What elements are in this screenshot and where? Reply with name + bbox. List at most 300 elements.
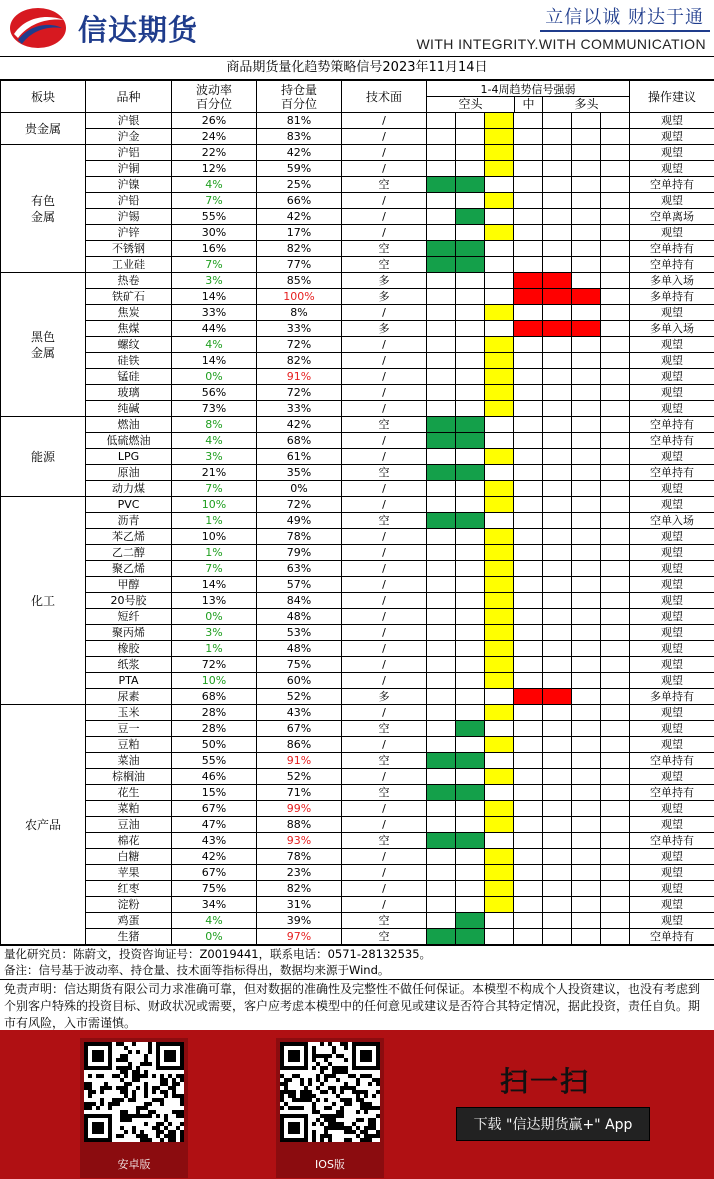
signal-cell-1 [456,897,485,913]
download-app-button[interactable]: 下载 "信达期货赢+" App [456,1107,650,1141]
signal-cell-5 [572,161,601,177]
signal-cell-3 [514,385,543,401]
signal-cell-1 [456,241,485,257]
header-variety: 品种 [86,81,172,113]
technical-cell: / [342,225,427,241]
signal-cell-5 [572,769,601,785]
signal-cell-2 [485,897,514,913]
signal-cell-3 [514,465,543,481]
advice-cell: 观望 [630,801,714,817]
table-row [1,801,714,817]
volatility-cell: 67% [172,865,257,881]
signal-cell-3 [514,881,543,897]
signal-cell-5 [572,369,601,385]
signal-cell-5 [572,881,601,897]
signal-cell-2 [485,417,514,433]
variety-cell: 鸡蛋 [86,913,172,929]
signal-cell-5 [572,545,601,561]
brand-name: 信达期货 [78,13,199,47]
variety-cell: 花生 [86,785,172,801]
volatility-cell: 67% [172,801,257,817]
signal-table [0,80,714,945]
signal-cell-3 [514,225,543,241]
volatility-cell: 44% [172,321,257,337]
table-row [1,161,714,177]
ios-qr-card[interactable] [276,1038,384,1178]
signal-cell-0 [427,417,456,433]
volatility-cell: 1% [172,545,257,561]
slogan-divider [540,30,710,32]
technical-cell: / [342,817,427,833]
technical-cell: 多 [342,289,427,305]
signal-cell-6 [601,481,630,497]
signal-cell-2 [485,721,514,737]
signal-cell-3 [514,529,543,545]
signal-cell-2 [485,449,514,465]
signal-cell-4 [543,913,572,929]
signal-cell-3 [514,113,543,129]
table-row [1,401,714,417]
technical-cell: / [342,529,427,545]
signal-cell-2 [485,641,514,657]
technical-cell: 空 [342,929,427,945]
table-row [1,417,714,433]
table-row [1,913,714,929]
table-row [1,353,714,369]
signal-cell-6 [601,497,630,513]
volatility-cell: 47% [172,817,257,833]
signal-cell-2 [485,833,514,849]
volatility-cell: 68% [172,689,257,705]
signal-cell-3 [514,801,543,817]
signal-cell-5 [572,481,601,497]
signal-cell-0 [427,433,456,449]
variety-cell: 燃油 [86,417,172,433]
advice-cell: 观望 [630,721,714,737]
advice-cell: 空单持有 [630,929,714,945]
open-interest-cell: 25% [257,177,342,193]
open-interest-cell: 86% [257,737,342,753]
signal-cell-2 [485,161,514,177]
open-interest-cell: 68% [257,433,342,449]
variety-cell: 铁矿石 [86,289,172,305]
signal-cell-5 [572,625,601,641]
variety-cell: 沪铜 [86,161,172,177]
volatility-cell: 1% [172,513,257,529]
cinda-logo-icon [8,6,68,50]
table-row [1,593,714,609]
technical-cell: / [342,337,427,353]
signal-cell-2 [485,385,514,401]
technical-cell: / [342,369,427,385]
signal-cell-3 [514,577,543,593]
open-interest-cell: 53% [257,625,342,641]
signal-cell-1 [456,561,485,577]
signal-cell-1 [456,753,485,769]
signal-cell-2 [485,673,514,689]
signal-cell-2 [485,657,514,673]
signal-cell-6 [601,561,630,577]
open-interest-cell: 31% [257,897,342,913]
table-row [1,385,714,401]
signal-cell-4 [543,577,572,593]
signal-cell-1 [456,769,485,785]
signal-cell-5 [572,241,601,257]
signal-cell-3 [514,433,543,449]
variety-cell: 沥青 [86,513,172,529]
signal-cell-6 [601,465,630,481]
variety-cell: 豆油 [86,817,172,833]
technical-cell: / [342,593,427,609]
signal-cell-6 [601,145,630,161]
volatility-cell: 14% [172,353,257,369]
signal-cell-3 [514,545,543,561]
open-interest-cell: 72% [257,337,342,353]
technical-cell: / [342,353,427,369]
sector-cell: 有色 金属 [1,145,86,273]
table-row [1,833,714,849]
open-interest-cell: 75% [257,657,342,673]
signal-cell-4 [543,449,572,465]
table-row [1,737,714,753]
variety-cell: 沪银 [86,113,172,129]
open-interest-cell: 35% [257,465,342,481]
signal-cell-3 [514,769,543,785]
advice-cell: 观望 [630,897,714,913]
signal-cell-5 [572,305,601,321]
volatility-cell: 10% [172,497,257,513]
open-interest-cell: 66% [257,193,342,209]
signal-cell-6 [601,849,630,865]
table-row [1,433,714,449]
volatility-cell: 42% [172,849,257,865]
technical-cell: 空 [342,465,427,481]
table-row [1,113,714,129]
signal-cell-4 [543,337,572,353]
advice-cell: 观望 [630,369,714,385]
advice-cell: 观望 [630,481,714,497]
open-interest-cell: 72% [257,497,342,513]
signal-cell-1 [456,673,485,689]
signal-cell-2 [485,881,514,897]
signal-cell-1 [456,225,485,241]
open-interest-cell: 60% [257,673,342,689]
technical-cell: 多 [342,689,427,705]
open-interest-cell: 17% [257,225,342,241]
signal-cell-0 [427,161,456,177]
table-row [1,705,714,721]
signal-cell-5 [572,721,601,737]
advice-cell: 观望 [630,129,714,145]
signal-cell-0 [427,817,456,833]
volatility-cell: 50% [172,737,257,753]
signal-cell-0 [427,833,456,849]
signal-cell-3 [514,177,543,193]
volatility-cell: 7% [172,561,257,577]
signal-cell-2 [485,913,514,929]
table-row [1,625,714,641]
signal-cell-6 [601,577,630,593]
header-mid: 中 [514,97,543,112]
signal-cell-5 [572,705,601,721]
technical-cell: 空 [342,513,427,529]
volatility-cell: 24% [172,129,257,145]
table-row [1,289,714,305]
technical-cell: 空 [342,257,427,273]
open-interest-cell: 71% [257,785,342,801]
advice-cell: 多单持有 [630,289,714,305]
advice-cell: 观望 [630,609,714,625]
android-qr-card[interactable] [80,1038,188,1178]
signal-cell-4 [543,369,572,385]
signal-cell-4 [543,689,572,705]
signal-cell-1 [456,817,485,833]
signal-cell-1 [456,801,485,817]
signal-cell-0 [427,225,456,241]
signal-cell-3 [514,161,543,177]
technical-cell: / [342,641,427,657]
signal-cell-0 [427,593,456,609]
signal-cell-4 [543,257,572,273]
open-interest-cell: 100% [257,289,342,305]
volatility-cell: 10% [172,529,257,545]
signal-cell-4 [543,657,572,673]
variety-cell: 棉花 [86,833,172,849]
signal-cell-2 [485,737,514,753]
signal-cell-4 [543,241,572,257]
signal-cell-3 [514,721,543,737]
variety-cell: 淀粉 [86,897,172,913]
signal-cell-5 [572,321,601,337]
disclaimer: 免责声明：信达期货有限公司力求准确可靠，但对数据的准确性及完整性不做任何保证。本模型不构成个人投资建议，也没有考虑到个别客户特殊的投资目标、财政状况或需要，客户应考虑本模型中的任何意见或建议是否符合其特定情况，据此投资，责任自负。期市有风险，入市需谨慎。 [0,979,714,1033]
signal-cell-0 [427,481,456,497]
table-row [1,257,714,273]
signal-cell-3 [514,321,543,337]
technical-cell: 多 [342,321,427,337]
advice-cell: 观望 [630,529,714,545]
volatility-cell: 46% [172,769,257,785]
volatility-cell: 43% [172,833,257,849]
variety-cell: 螺纹 [86,337,172,353]
signal-cell-3 [514,673,543,689]
signal-cell-2 [485,593,514,609]
signal-cell-3 [514,929,543,945]
signal-cell-5 [572,689,601,705]
signal-cell-2 [485,401,514,417]
signal-cell-0 [427,625,456,641]
volatility-cell: 3% [172,273,257,289]
signal-cell-0 [427,657,456,673]
signal-cell-4 [543,849,572,865]
technical-cell: 多 [342,273,427,289]
signal-cell-1 [456,417,485,433]
signal-cell-0 [427,913,456,929]
open-interest-cell: 82% [257,881,342,897]
signal-cell-1 [456,273,485,289]
signal-cell-4 [543,865,572,881]
signal-cell-3 [514,513,543,529]
volatility-cell: 28% [172,705,257,721]
signal-cell-3 [514,897,543,913]
signal-cell-2 [485,177,514,193]
signal-cell-5 [572,289,601,305]
researcher-info: 量化研究员：陈蔚文，投资咨询证号：Z0019441，联系电话：0571-28132535。 [4,947,432,961]
volatility-cell: 12% [172,161,257,177]
volatility-cell: 33% [172,305,257,321]
signal-cell-6 [601,209,630,225]
signal-cell-5 [572,785,601,801]
signal-cell-4 [543,769,572,785]
open-interest-cell: 61% [257,449,342,465]
volatility-cell: 73% [172,401,257,417]
variety-cell: 锰硅 [86,369,172,385]
signal-cell-1 [456,529,485,545]
signal-cell-4 [543,113,572,129]
signal-cell-0 [427,321,456,337]
variety-cell: 聚丙烯 [86,625,172,641]
open-interest-cell: 42% [257,417,342,433]
variety-cell: 沪金 [86,129,172,145]
signal-cell-4 [543,225,572,241]
advice-cell: 观望 [630,641,714,657]
signal-cell-0 [427,193,456,209]
technical-cell: / [342,145,427,161]
signal-cell-3 [514,497,543,513]
volatility-cell: 10% [172,673,257,689]
signal-title: 1-4周趋势信号强弱 [427,82,629,97]
signal-cell-4 [543,625,572,641]
table-row [1,897,714,913]
signal-cell-6 [601,913,630,929]
signal-cell-6 [601,401,630,417]
signal-cell-6 [601,673,630,689]
technical-cell: / [342,449,427,465]
signal-cell-6 [601,865,630,881]
variety-cell: 红枣 [86,881,172,897]
volatility-cell: 14% [172,289,257,305]
signal-cell-2 [485,193,514,209]
signal-cell-1 [456,721,485,737]
signal-cell-2 [485,785,514,801]
table-row [1,561,714,577]
table-row [1,817,714,833]
advice-cell: 空单离场 [630,209,714,225]
table-row [1,225,714,241]
signal-cell-4 [543,289,572,305]
table-row [1,849,714,865]
table-row [1,193,714,209]
signal-cell-0 [427,209,456,225]
signal-cell-2 [485,577,514,593]
variety-cell: 豆粕 [86,737,172,753]
signal-cell-5 [572,529,601,545]
volatility-cell: 75% [172,881,257,897]
signal-cell-2 [485,465,514,481]
table-row [1,513,714,529]
volatility-cell: 8% [172,417,257,433]
volatility-cell: 55% [172,209,257,225]
advice-cell: 观望 [630,657,714,673]
signal-cell-1 [456,785,485,801]
signal-cell-2 [485,753,514,769]
signal-cell-3 [514,737,543,753]
variety-cell: 白糖 [86,849,172,865]
signal-cell-4 [543,305,572,321]
signal-cell-5 [572,225,601,241]
signal-cell-0 [427,721,456,737]
volatility-cell: 16% [172,241,257,257]
signal-cell-2 [485,497,514,513]
signal-cell-6 [601,545,630,561]
technical-cell: / [342,561,427,577]
volatility-cell: 4% [172,913,257,929]
technical-cell: 空 [342,177,427,193]
signal-cell-4 [543,209,572,225]
signal-cell-2 [485,705,514,721]
signal-cell-3 [514,593,543,609]
sector-cell: 能源 [1,417,86,497]
variety-cell: 玉米 [86,705,172,721]
open-interest-cell: 91% [257,369,342,385]
signal-cell-4 [543,193,572,209]
signal-cell-6 [601,113,630,129]
variety-cell: 沪镍 [86,177,172,193]
table-row [1,529,714,545]
table-row [1,129,714,145]
signal-cell-5 [572,193,601,209]
signal-cell-4 [543,561,572,577]
signal-cell-3 [514,337,543,353]
table-row [1,465,714,481]
signal-cell-2 [485,353,514,369]
advice-cell: 观望 [630,705,714,721]
header-long: 多头 [574,96,599,111]
advice-cell: 多单持有 [630,689,714,705]
signal-cell-4 [543,929,572,945]
signal-cell-0 [427,113,456,129]
table-row [1,273,714,289]
table-title: 商品期货量化趋势策略信号2023年11月14日 [0,57,714,80]
technical-cell: / [342,673,427,689]
advice-cell: 观望 [630,561,714,577]
technical-cell: / [342,705,427,721]
volatility-cell: 4% [172,177,257,193]
volatility-cell: 15% [172,785,257,801]
signal-cell-3 [514,305,543,321]
signal-cell-6 [601,817,630,833]
advice-cell: 空单持有 [630,833,714,849]
signal-cell-1 [456,145,485,161]
volatility-cell: 0% [172,369,257,385]
signal-cell-5 [572,849,601,865]
signal-cell-2 [485,305,514,321]
signal-cell-1 [456,625,485,641]
signal-cell-6 [601,321,630,337]
variety-cell: 沪锡 [86,209,172,225]
signal-cell-3 [514,785,543,801]
advice-cell: 观望 [630,673,714,689]
signal-cell-2 [485,561,514,577]
signal-cell-1 [456,513,485,529]
signal-cell-2 [485,513,514,529]
table-row [1,337,714,353]
advice-cell: 观望 [630,817,714,833]
signal-cell-4 [543,737,572,753]
advice-cell: 观望 [630,337,714,353]
signal-cell-1 [456,337,485,353]
signal-cell-6 [601,881,630,897]
signal-cell-1 [456,609,485,625]
